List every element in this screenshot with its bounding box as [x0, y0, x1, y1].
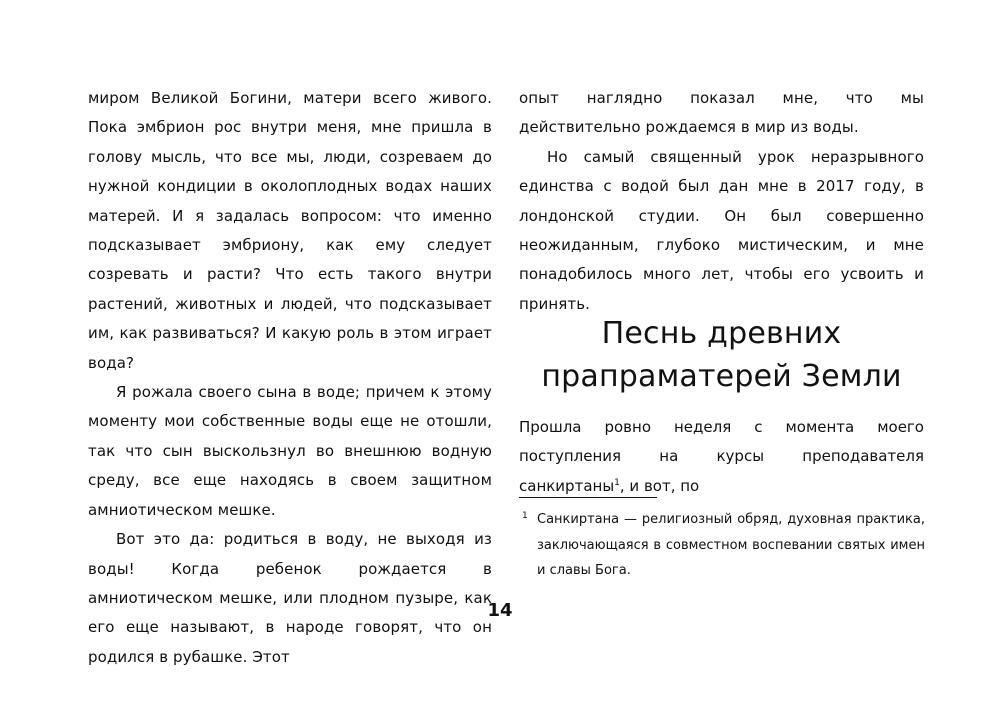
paragraph: Но самый священный урок неразрывного единства с водой был дан мне в 2017 году, в лондонской студии. Он был совершенно неожиданным, глубоко мистическим, и мне понадобилось много лет, чтобы его усвоить и принять. — [519, 147, 924, 313]
paragraph-text: Прошла ровно неделя с момента моего поступления на курсы преподавателя санкиртаны — [519, 418, 924, 495]
page-number: 14 — [487, 600, 513, 621]
paragraph-text-tail: , и вот, по — [619, 476, 700, 495]
footnote-text: Санкиртана — религиозный обряд, духовная практика, заключающаяся в совместном воспевании святых имен и славы Бога. — [537, 512, 925, 578]
section-heading: Песнь древних прапраматерей Земли — [541, 316, 902, 394]
left-column — [88, 84, 492, 672]
paragraph: миром Великой Богини, матери всего живого. Пока эмбрион рос внутри меня, мне пришла в голову мысль, что все мы, люди, созреваем до нужной кондиции в околоплодных водах наших матерей. И я задалась вопросом: что именно подсказывает эмбриону, как ему следует созревать и расти? Что есть такого внутри растений, животных и людей, что подсказывает им, как развиваться? И какую роль в этом играет вода? — [88, 89, 492, 372]
footnote-number: 1 — [522, 511, 528, 521]
paragraph: Вот это да: родиться в воду, не выходя из воды! Когда ребенок рождается в амниотическом мешке, или плодном пузыре, как его еще называют, в народе говорят, что он родился в рубашке. Этот — [88, 530, 492, 666]
paragraph: Я рожала своего сына в воде; причем к этому моменту мои собственные воды еще не отошли, так что сын выскользнул во внешнюю водную среду, все еще находясь в своем защитном амниотическом мешке. — [88, 383, 492, 519]
footnote — [522, 507, 925, 584]
paragraph: опыт наглядно показал мне, что мы действительно рождаемся в мир из воды. — [519, 89, 924, 137]
footnote-divider — [519, 497, 657, 498]
footnote-reference[interactable]: 1 — [614, 477, 620, 488]
right-column — [519, 84, 924, 319]
paragraph — [519, 413, 924, 501]
